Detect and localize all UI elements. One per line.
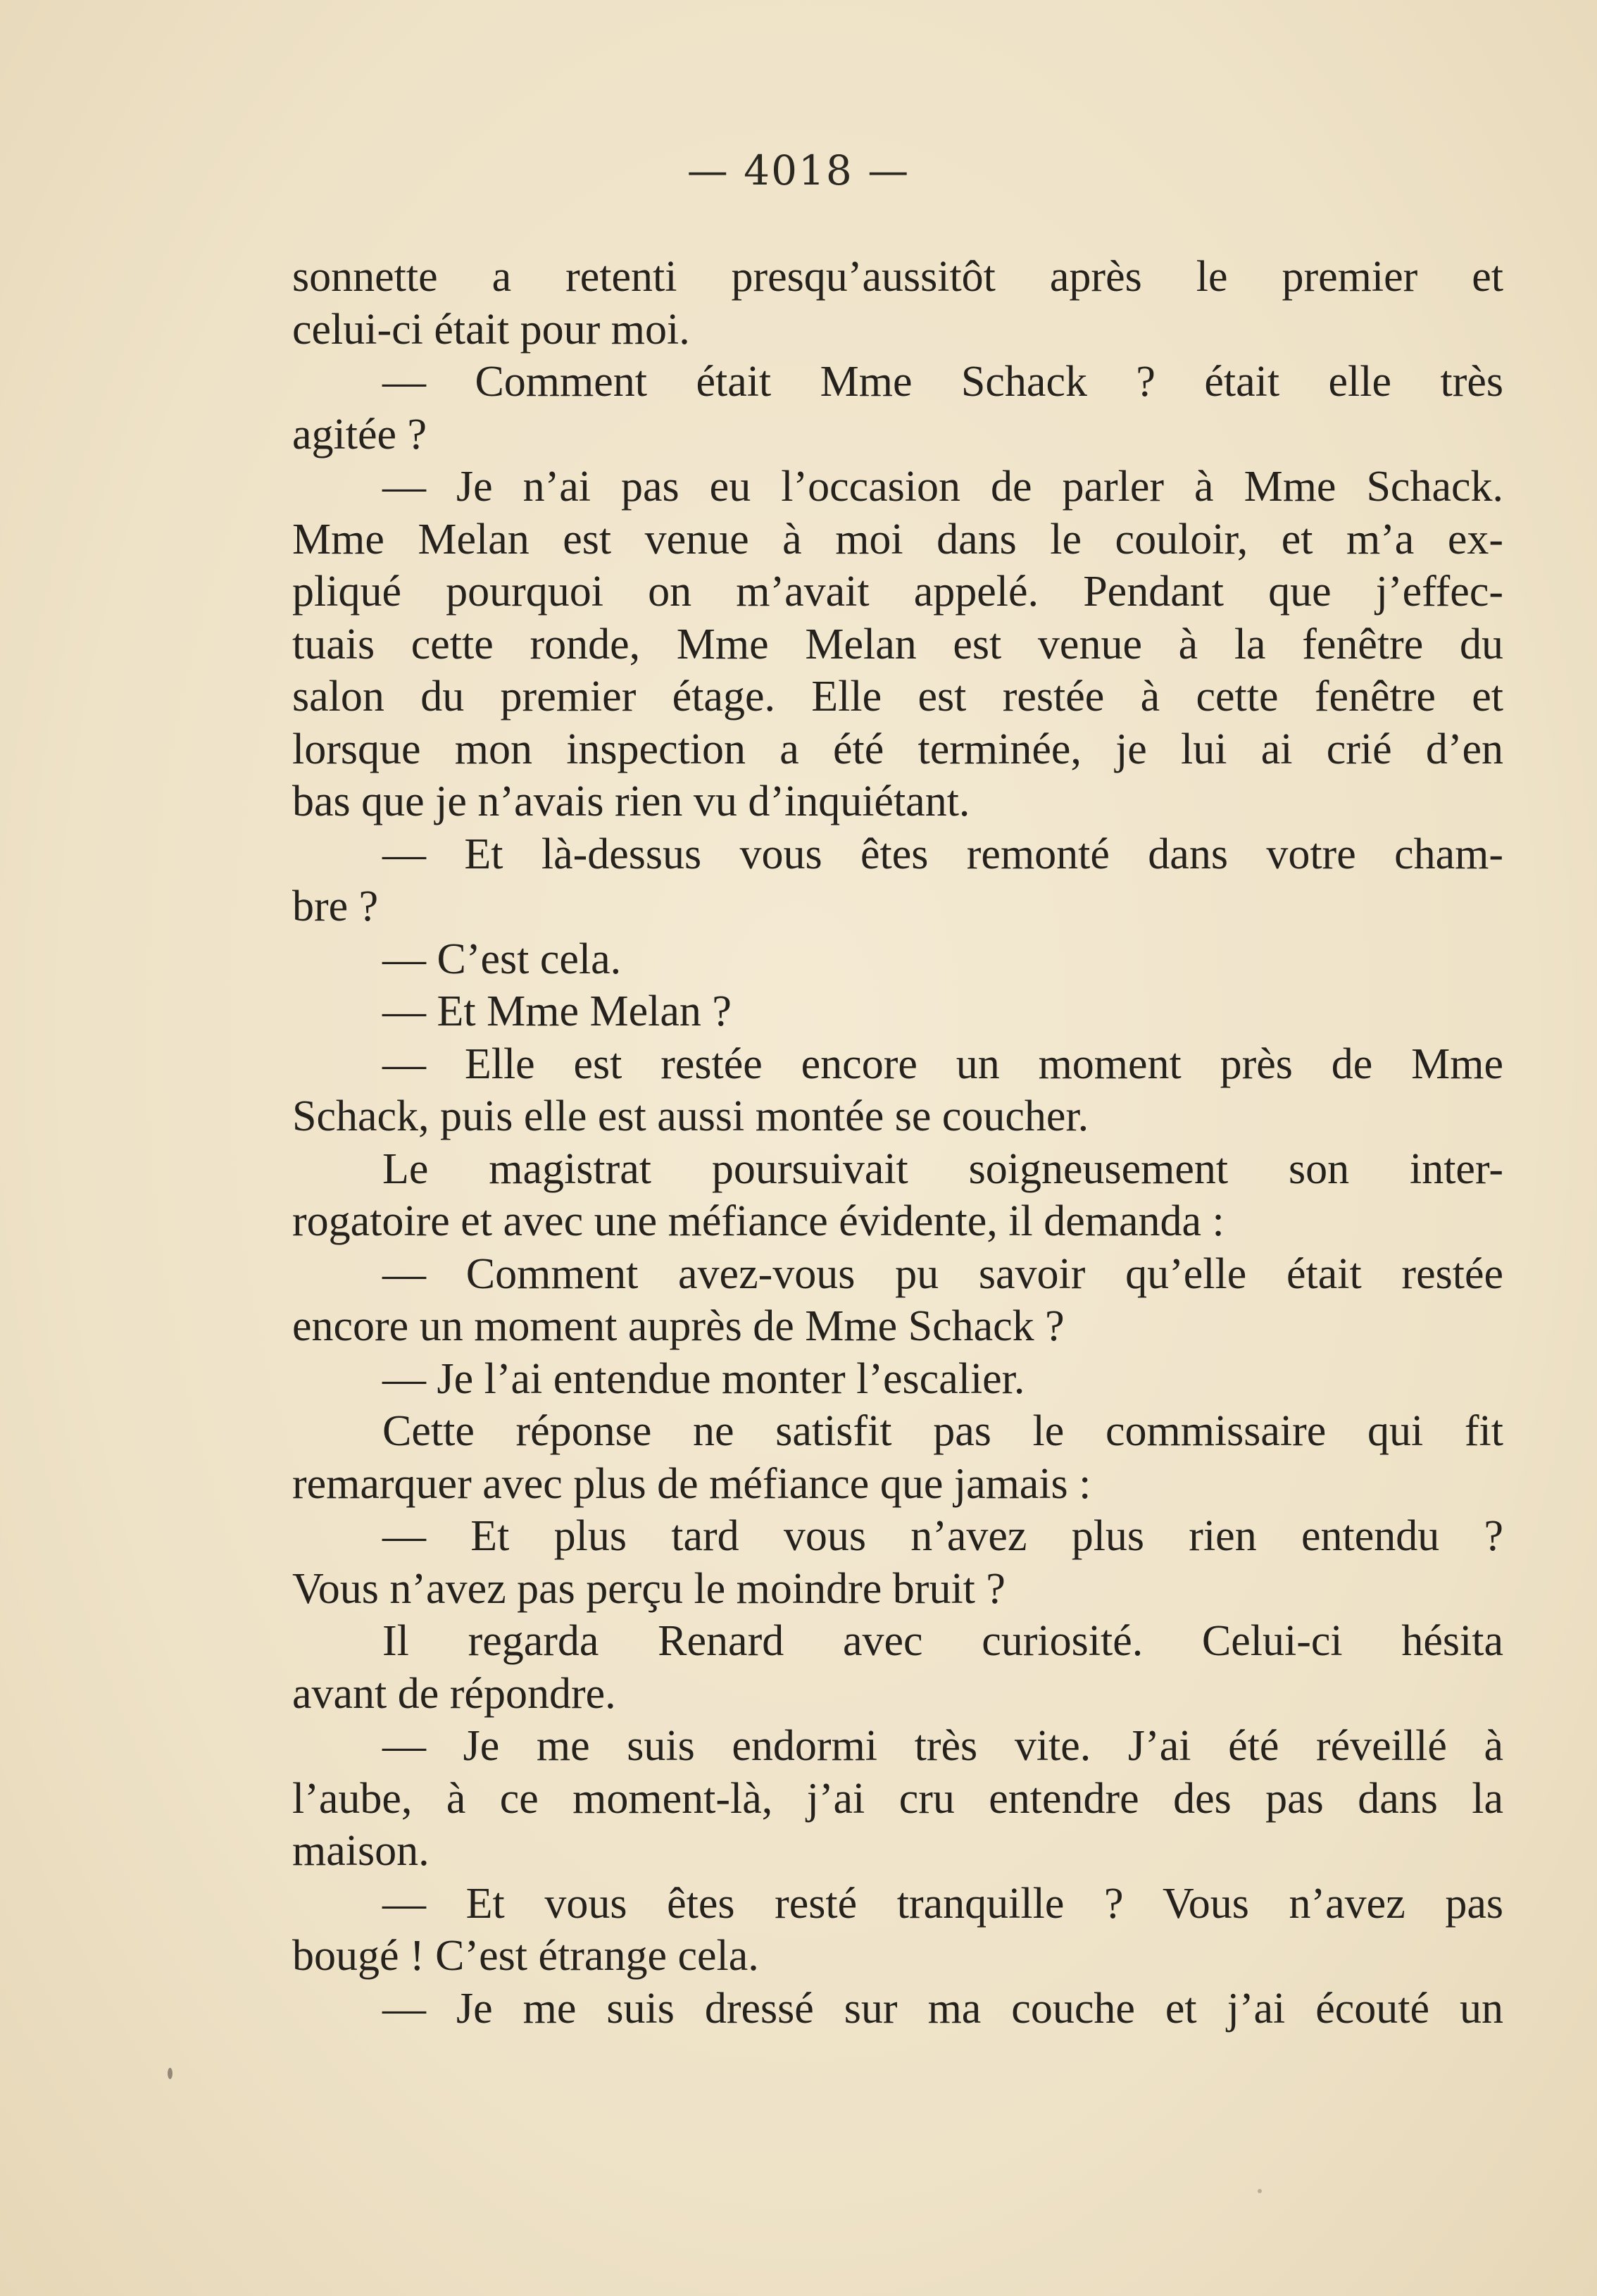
text-line: — Comment était Mme Schack ? était elle très xyxy=(382,358,1503,406)
text-line: — Et plus tard vous n’avez plus rien entendu ? xyxy=(382,1512,1503,1560)
text-line: — Je n’ai pas eu l’occasion de parler à Mme Schack. xyxy=(382,463,1503,511)
paper-speck xyxy=(168,2068,173,2079)
text-line: agitée ? xyxy=(292,410,427,458)
text-line: — Et vous êtes resté tranquille ? Vous n’avez pas xyxy=(382,1879,1503,1928)
text-line: — Et là-dessus vous êtes remonté dans votre cham- xyxy=(382,830,1503,878)
text-line: bre ? xyxy=(292,882,379,930)
text-line: remarquer avec plus de méfiance que jamais : xyxy=(292,1459,1091,1508)
text-line: — C’est cela. xyxy=(382,935,622,983)
text-line: lorsque mon inspection a été terminée, je lui ai crié d’en xyxy=(292,725,1503,773)
text-line: bougé ! C’est étrange cela. xyxy=(292,1932,759,1980)
text-line: sonnette a retenti presqu’aussitôt après le premier et xyxy=(292,253,1503,301)
text-line: bas que je n’avais rien vu d’inquiétant. xyxy=(292,778,970,825)
text-line: avant de répondre. xyxy=(292,1669,616,1718)
text-line: pliqué pourquoi on m’avait appelé. Pendant que j’effec- xyxy=(292,568,1503,616)
page-number: — 4018 — xyxy=(687,146,910,194)
text-line: — Je me suis endormi très vite. J’ai été réveillé à xyxy=(382,1722,1503,1770)
text-line: — Je me suis dressé sur ma couche et j’ai écouté un xyxy=(382,1984,1503,2033)
text-line: tuais cette ronde, Mme Melan est venue à la fenêtre du xyxy=(292,620,1503,668)
body-text xyxy=(292,251,1503,2035)
text-line: Schack, puis elle est aussi montée se coucher. xyxy=(292,1092,1089,1140)
text-line: salon du premier étage. Elle est restée à cette fenêtre et xyxy=(292,673,1503,720)
text-line: — Elle est restée encore un moment près de Mme xyxy=(382,1040,1503,1088)
text-line: Mme Melan est venue à moi dans le couloir, et m’a ex- xyxy=(292,515,1503,563)
text-line: celui-ci était pour moi. xyxy=(292,305,690,354)
text-line: Vous n’avez pas perçu le moindre bruit ? xyxy=(292,1564,1006,1613)
text-line: — Je l’ai entendue monter l’escalier. xyxy=(382,1354,1025,1403)
text-line: Le magistrat poursuivait soigneusement son inter- xyxy=(382,1144,1503,1193)
text-line: encore un moment auprès de Mme Schack ? xyxy=(292,1302,1065,1350)
text-line: — Comment avez-vous pu savoir qu’elle était restée xyxy=(382,1249,1503,1298)
text-line: Il regarda Renard avec curiosité. Celui-ci hésita xyxy=(382,1617,1503,1665)
text-line: maison. xyxy=(292,1827,430,1875)
text-line: l’aube, à ce moment-là, j’ai cru entendre des pas dans la xyxy=(292,1774,1503,1823)
text-line: — Et Mme Melan ? xyxy=(382,987,732,1035)
text-line: rogatoire et avec une méfiance évidente, il demanda : xyxy=(292,1197,1225,1245)
text-line: Cette réponse ne satisfit pas le commissaire qui fit xyxy=(382,1407,1503,1455)
paper-speck xyxy=(1258,2189,1262,2193)
